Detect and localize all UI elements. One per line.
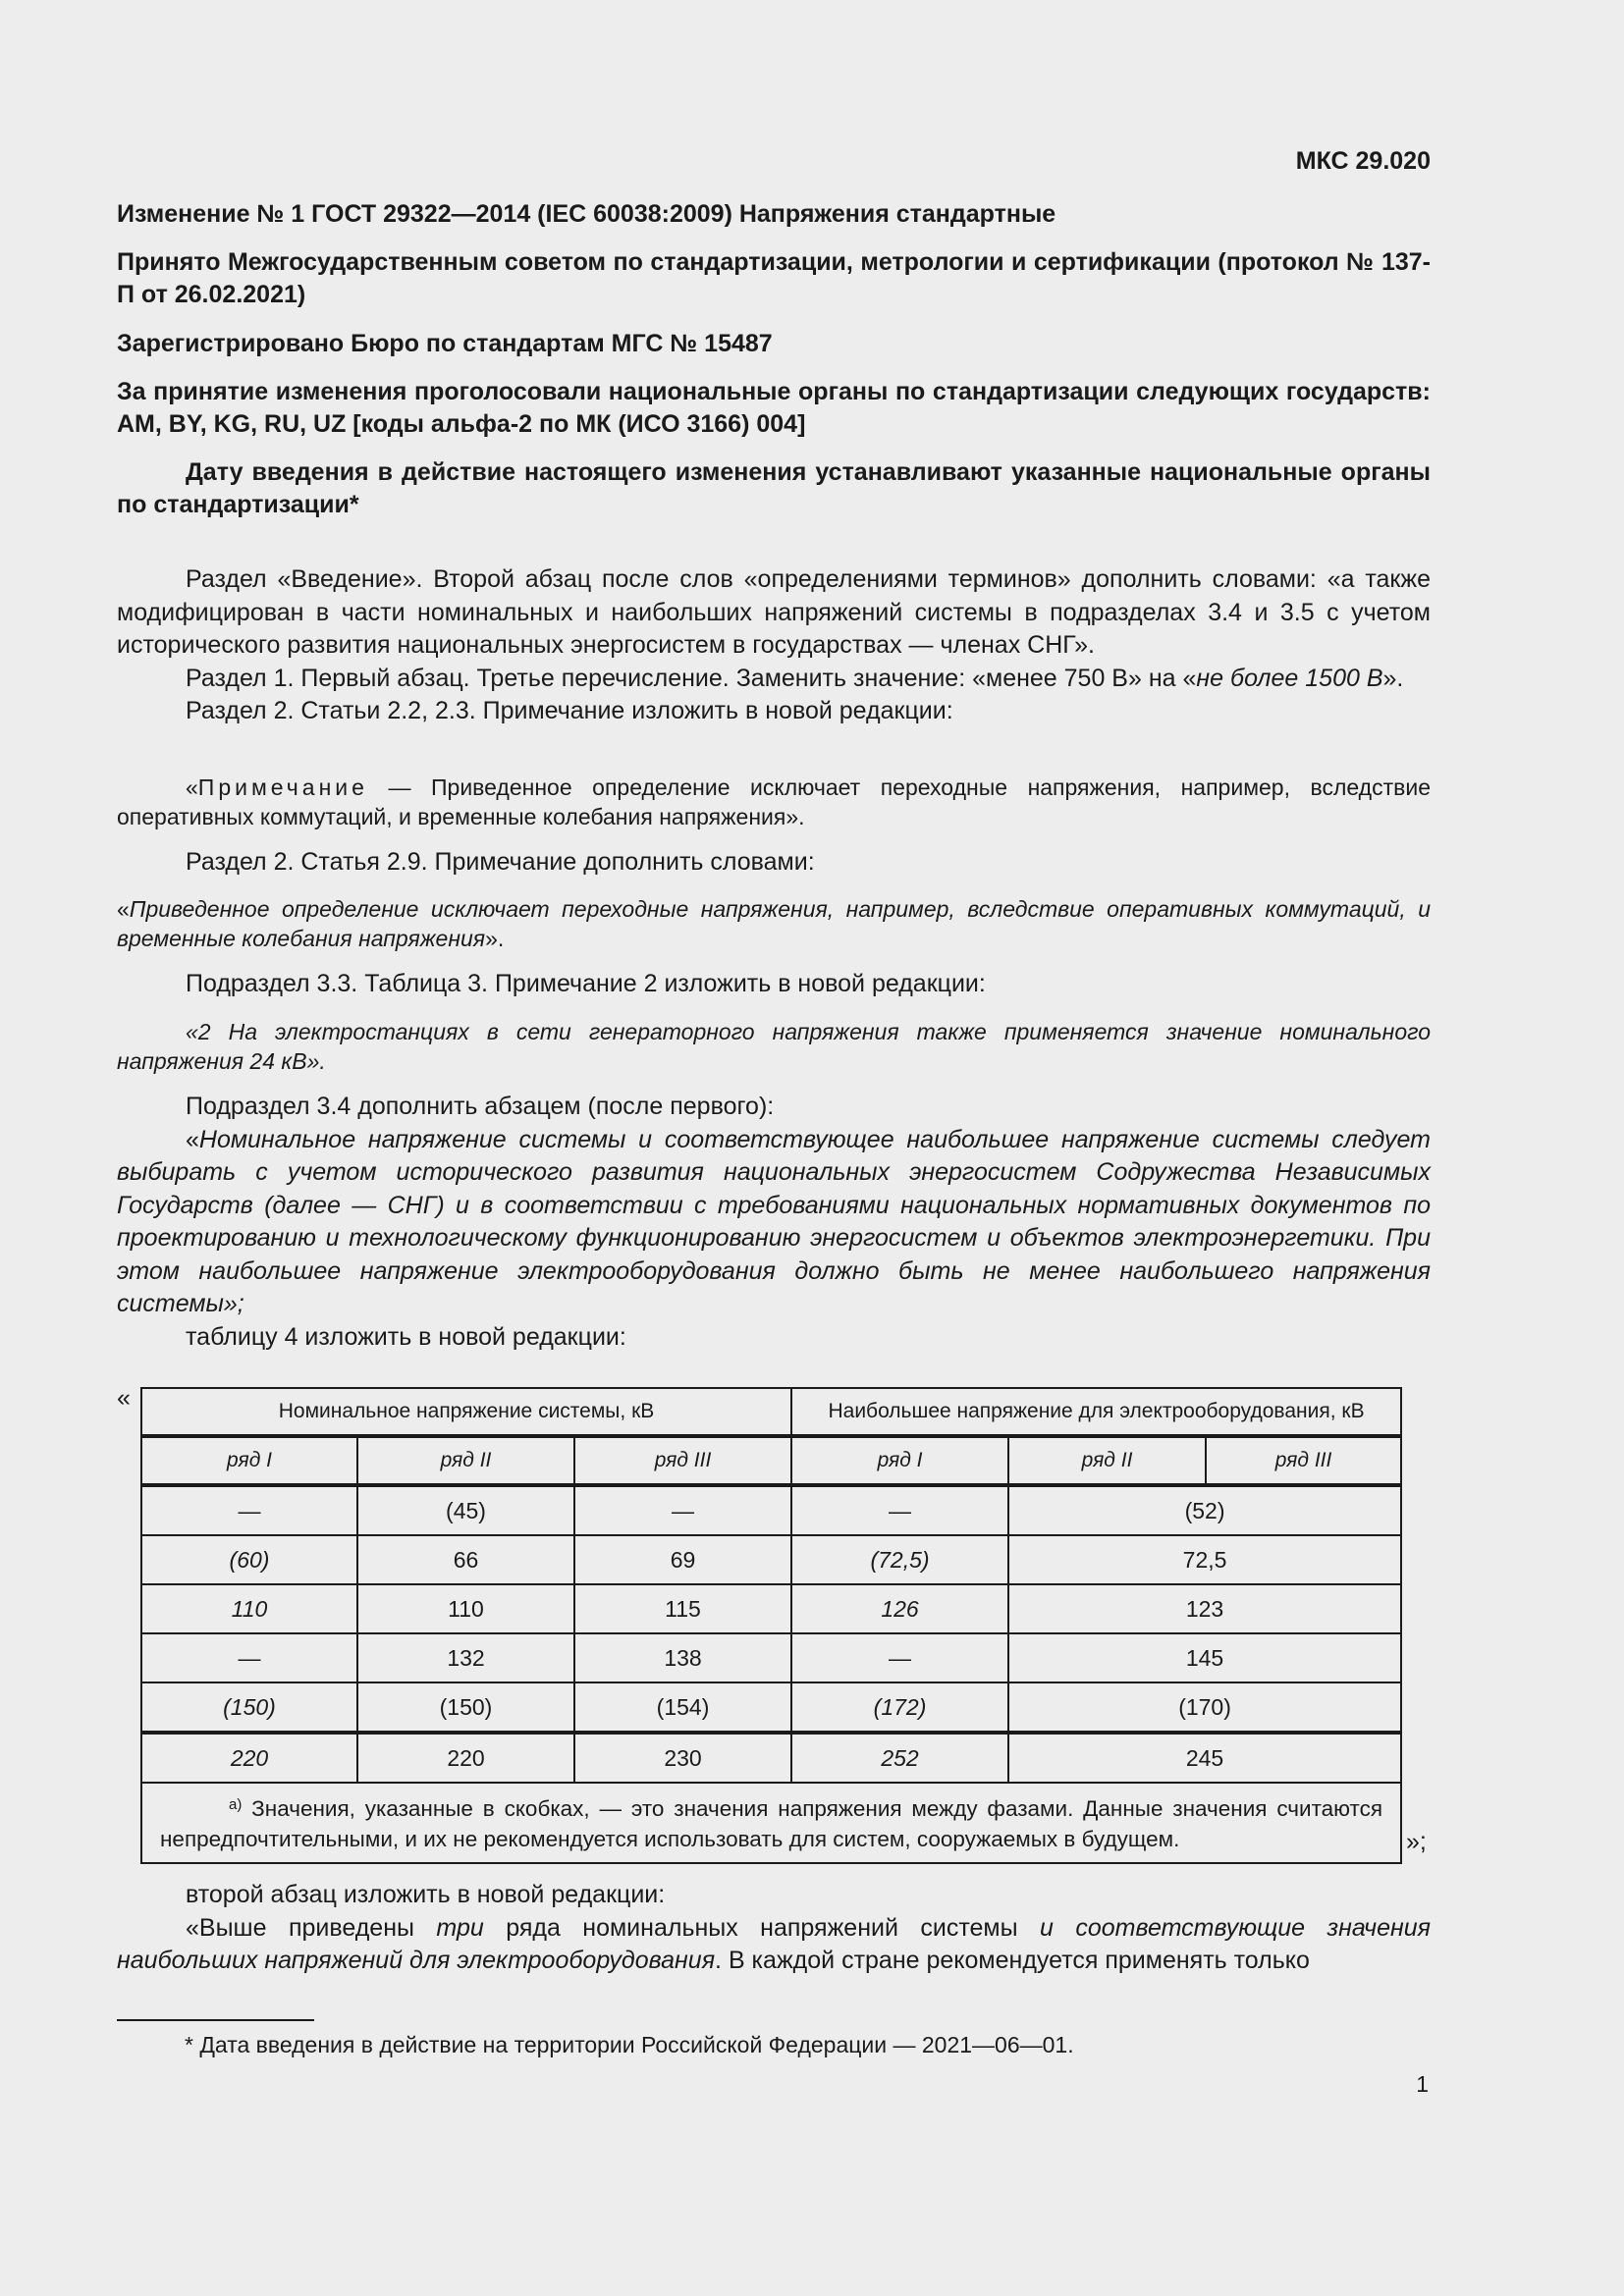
- subheader-cell: ряд I: [791, 1436, 1008, 1485]
- subheader-cell: ряд II: [1008, 1436, 1206, 1485]
- table-cell: (170): [1008, 1682, 1401, 1733]
- table-cell: 69: [574, 1535, 791, 1584]
- subheader-cell: ряд III: [1206, 1436, 1401, 1485]
- table-row: [141, 1584, 1401, 1633]
- table-cell: 66: [357, 1535, 574, 1584]
- table-cell: (154): [574, 1682, 791, 1733]
- table-cell: 145: [1008, 1633, 1401, 1682]
- header-nominal-voltage: Номинальное напряжение системы, кВ: [141, 1388, 791, 1436]
- table-row: [141, 1633, 1401, 1682]
- table-cell: 245: [1008, 1733, 1401, 1783]
- table-subheader-row: [141, 1436, 1401, 1485]
- header-highest-voltage: Наибольшее напряжение для электрооборудования, кВ: [791, 1388, 1401, 1436]
- table-note: $^{а)}$ Значения, указанные в скобках, — это значения напряжения между фазами. Данные значения считаются непредпочтительными, и их не рекомендуется использовать для систем, сооружаемых в будущем.: [141, 1783, 1401, 1863]
- page-number: 1: [1416, 2071, 1429, 2097]
- table-cell: —: [791, 1633, 1008, 1682]
- table-cell: (172): [791, 1682, 1008, 1733]
- table-cell: 220: [141, 1733, 357, 1783]
- table-cell: (45): [357, 1485, 574, 1535]
- table-cell: (72,5): [791, 1535, 1008, 1584]
- table-header-row: [141, 1388, 1401, 1436]
- paragraph-introduction: Раздел «Введение». Второй абзац после слов «определениями терминов» дополнить словами: «а также модифицирован в части номинальных и наибольших напряжений системы в подразделах 3.4 и 3.5 с учетом исторического развития национальных энергосистем в государствах — членах СНГ».: [117, 565, 1431, 659]
- table-cell: —: [141, 1485, 357, 1535]
- note-section-2-9: «Приведенное определение исключает переходные напряжения, например, вследствие оперативных коммутаций, и временные колебания напряжения».: [117, 896, 1431, 951]
- paragraph-table-4-intro: таблицу 4 изложить в новой редакции:: [186, 1322, 626, 1351]
- table-cell: (60): [141, 1535, 357, 1584]
- note-subsection-3-3: «2 На электростанциях в сети генераторного напряжения также применяется значение номинального напряжения 24 кВ».: [117, 1019, 1431, 1074]
- paragraph-section-2-9: Раздел 2. Статья 2.9. Примечание дополнить словами:: [186, 848, 815, 876]
- mks-code: МКС 29.020: [1295, 147, 1431, 175]
- effective-date-statement: Дату введения в действие настоящего изменения устанавливают указанные национальные органы по стандартизации*: [117, 458, 1431, 518]
- table-cell: 132: [357, 1633, 574, 1682]
- table-cell: —: [141, 1633, 357, 1682]
- table-cell: 115: [574, 1584, 791, 1633]
- table-row: [141, 1535, 1401, 1584]
- table-cell: 72,5: [1008, 1535, 1401, 1584]
- table-row: [141, 1682, 1401, 1733]
- table-cell: (150): [141, 1682, 357, 1733]
- subheader-cell: ряд III: [574, 1436, 791, 1485]
- paragraph-section-1: Раздел 1. Первый абзац. Третье перечисление. Заменить значение: «менее 750 В» на «не более 1500 В».: [186, 664, 1404, 692]
- paragraph-subsection-3-4: Подраздел 3.4 дополнить абзацем (после первого):: [186, 1093, 775, 1120]
- voltage-table: [140, 1387, 1402, 1864]
- paragraph-three-rows: «Выше приведены три ряда номинальных напряжений системы и соответствующие значения наибольших напряжений для электрооборудования. В каждой стране рекомендуется применять только: [117, 1913, 1431, 1974]
- table-cell: —: [791, 1485, 1008, 1535]
- paragraph-subsection-3-4-text: «Номинальное напряжение системы и соответствующее наибольшее напряжение системы следует выбирать с учетом исторического развития национальных энергосистем Содружества Независимых Государств (далее — СНГ) и в соответствии с требованиями национальных нормативных документов по проектированию и технологическому функционированию энергосистем и объектов электроэнергетики. При этом наибольшее напряжение электрооборудования должно быть не менее наибольшего напряжения системы»;: [117, 1125, 1431, 1317]
- footnote: * Дата введения в действие на территории Российской Федерации — 2021—06—01.: [185, 2032, 1074, 2057]
- paragraph-section-2-articles: Раздел 2. Статьи 2.2, 2.3. Примечание изложить в новой редакции:: [186, 697, 953, 724]
- table-cell: —: [574, 1485, 791, 1535]
- body-block: [117, 563, 1431, 728]
- voted-statement: За принятие изменения проголосовали национальные органы по стандартизации следующих государств: AM, BY, KG, RU, UZ [коды альфа-2 по МК (ИСО 3166) 004]: [117, 378, 1431, 438]
- table-quote-close: »;: [1406, 1828, 1427, 1855]
- footnote-separator: [117, 2019, 314, 2021]
- paragraph-second-paragraph-intro: второй абзац изложить в новой редакции:: [186, 1881, 666, 1908]
- subheader-cell: ряд I: [141, 1436, 357, 1485]
- table-cell: 110: [141, 1584, 357, 1633]
- table-note-row: [141, 1783, 1401, 1863]
- table-row: [141, 1733, 1401, 1783]
- table-row: [141, 1485, 1401, 1535]
- table-cell: 230: [574, 1733, 791, 1783]
- table-cell: (150): [357, 1682, 574, 1733]
- table-cell: 252: [791, 1733, 1008, 1783]
- table-cell: 123: [1008, 1584, 1401, 1633]
- header-block: [117, 198, 1431, 231]
- table-cell: (52): [1008, 1485, 1401, 1535]
- amendment-title: Изменение № 1 ГОСТ 29322—2014 (IEC 60038:2009) Напряжения стандартные: [117, 200, 1056, 228]
- table-cell: 126: [791, 1584, 1008, 1633]
- table-quote-open: «: [117, 1384, 131, 1412]
- adopted-statement: Принято Межгосударственным советом по стандартизации, метрологии и сертификации (протокол № 137-П от 26.02.2021): [117, 248, 1431, 308]
- subheader-cell: ряд II: [357, 1436, 574, 1485]
- note-section-2: «Примечание — Приведенное определение исключает переходные напряжения, например, вследствие оперативных коммутаций, и временные колебания напряжения».: [117, 774, 1431, 829]
- table-cell: 110: [357, 1584, 574, 1633]
- registered-statement: Зарегистрировано Бюро по стандартам МГС № 15487: [117, 330, 773, 357]
- paragraph-subsection-3-3: Подраздел 3.3. Таблица 3. Примечание 2 изложить в новой редакции:: [186, 970, 986, 997]
- table-cell: 220: [357, 1733, 574, 1783]
- table-cell: 138: [574, 1633, 791, 1682]
